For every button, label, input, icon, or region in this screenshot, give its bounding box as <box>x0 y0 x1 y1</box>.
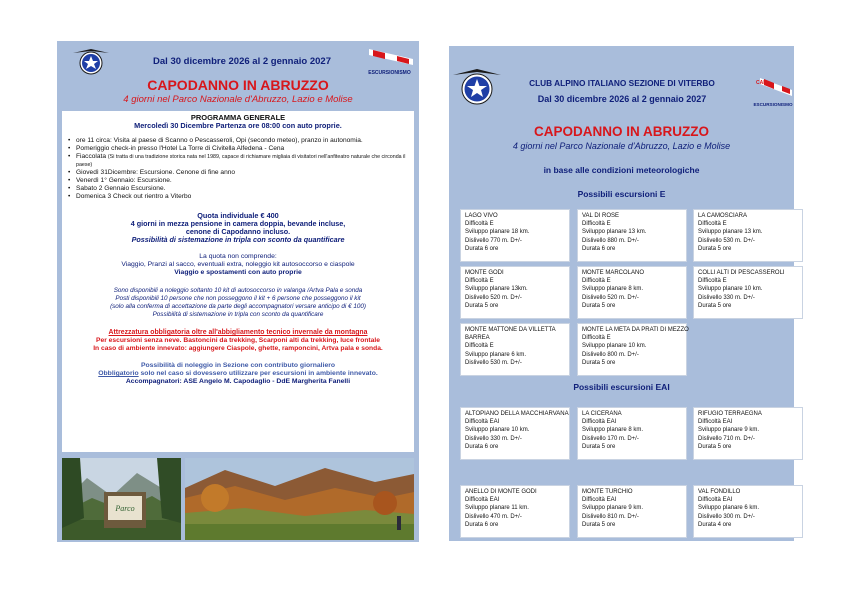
left-flyer-page <box>57 41 419 542</box>
svg-text:Parco: Parco <box>115 504 135 513</box>
not-included-bold: Viaggio e spostamenti con auto proprie <box>174 269 302 276</box>
rental-sezione: Possibilità di noleggio in Sezione con contributo giornaliero <box>140 362 336 369</box>
excursion-card: COLLI ALTI DI PESCASSEROLI Difficoltà E Sviluppo planare 10 km. Dislivello 330 m. D+/- Durata 5 ore <box>693 266 803 319</box>
excursion-card: ALTOPIANO DELLA MACCHIARVANA Difficoltà EAI Sviluppo planare 10 km. Dislivello 330 m. D+/- Durata 6 ore <box>460 407 570 460</box>
excursion-card: ANELLO DI MONTE GODI Difficoltà EAI Sviluppo planare 11 km. Dislivello 470 m. D+/- Durata 6 ore <box>460 485 570 538</box>
photo-park-sign <box>62 458 181 540</box>
list-item: • ore 11 circa: Visita al paese di Scanno o Pescasseroli, Opi (secondo meteo), pranzo in autonomia. <box>68 137 363 144</box>
excursion-card: VAL DI ROSE Difficoltà E Sviluppo planare 13 km. Dislivello 880 m. D+/- Durata 6 ore <box>577 209 687 262</box>
quota-detail: 4 giorni in mezza pensione in camera doppia, bevande incluse, <box>130 219 346 228</box>
cai-logo-icon <box>71 47 111 77</box>
equipment-heading: Attrezzatura obbligatoria oltre all'abbigliamento tecnico invernale da montagna <box>108 329 368 336</box>
program-first-day: Mercoledì 30 Dicembre Partenza ore 08:00 con auto proprie. <box>134 121 342 130</box>
photo-autumn-valley <box>185 458 414 540</box>
cai-logo-icon <box>452 66 502 108</box>
escursionismo-flag-icon <box>369 47 413 67</box>
page-title: CAPODANNO IN ABRUZZO <box>534 124 709 139</box>
right-flyer-page <box>449 46 794 541</box>
section-eai-heading: Possibili escursioni EAI <box>573 382 670 392</box>
excursion-card: LA CAMOSCIARA Difficoltà E Sviluppo planare 13 km. Dislivello 530 m. D+/- Durata 5 ore <box>693 209 803 262</box>
excursion-card: MONTE TURCHIO Difficoltà EAI Sviluppo planare 9 km. Dislivello 810 m. D+/- Durata 5 ore <box>577 485 687 538</box>
excursion-card: MONTE MARCOLANO Difficoltà E Sviluppo planare 8 km. Dislivello 520 m. D+/- Durata 5 ore <box>577 266 687 319</box>
date-line: Dal 30 dicembre 2026 al 2 gennaio 2027 <box>153 56 331 67</box>
rental-line: Possibilità di sistemazione in tripla con sconto da quantificare <box>152 311 324 318</box>
not-included-heading: La quota non comprende: <box>199 253 277 260</box>
program-box <box>62 111 414 452</box>
excursion-card: LA CICERANA Difficoltà EAI Sviluppo planare 8 km. Dislivello 170 m. D+/- Durata 5 ore <box>577 407 687 460</box>
obbligatorio-line: Obbligatorio solo nel caso si dovessero utilizzare per escursioni in ambiente innevato. <box>98 370 378 377</box>
page-subtitle: 4 giorni nel Parco Nazionale d'Abruzzo, Lazio e Molise <box>512 141 731 151</box>
page-subtitle: 4 giorni nel Parco Nazionale d'Abruzzo, Lazio e Molise <box>123 94 353 105</box>
excursion-card: VAL FONDILLO Difficoltà EAI Sviluppo planare 6 km. Dislivello 300 m. D+/- Durata 4 ore <box>693 485 803 538</box>
excursion-card: MONTE LA META DA PRATI DI MEZZO Difficoltà E Sviluppo planare 10 km. Dislivello 800 m. D+/- Durata 5 ore <box>577 323 687 376</box>
escursionismo-badge: ESCURSIONISMO <box>753 102 793 107</box>
rental-line: (solo alla conferma di accettazione da parte degli accompagnatori versare anticipo di € 100) <box>110 303 366 310</box>
program-list <box>68 137 408 201</box>
rental-line: Posti disponibili 10 persone che non posseggono il kit + 6 persone che posseggono il kit <box>115 295 361 302</box>
equipment-line: Per escursioni senza neve. Bastoncini da trekking, Scarponi alti da trekking, luce frontale <box>96 337 380 344</box>
quota-price: Quota individuale € 400 <box>197 211 279 220</box>
page-title: CAPODANNO IN ABRUZZO <box>147 77 329 93</box>
list-item: • Sabato 2 Gennaio Escursione. <box>68 185 166 192</box>
obbligatorio-label: Obbligatorio <box>98 370 139 377</box>
program-heading: PROGRAMMA GENERALE <box>190 113 286 122</box>
list-item: • Venerdì 1° Gennaio: Escursione. <box>68 177 172 184</box>
date-line: Dal 30 dicembre 2026 al 2 gennaio 2027 <box>537 94 707 104</box>
leaders-line: Accompagnatori: ASE Angelo M. Capodaglio - DdE Margherita Fanelli <box>125 378 351 385</box>
cai-text: CAI <box>756 80 765 86</box>
excursion-card: MONTE MATTONE DA VILLETTA BARREA Difficoltà E Sviluppo planare 6 km. Dislivello 530 m. D+/- <box>460 323 570 376</box>
quota-triple: Possibilità di sistemazione in tripla con sconto da quantificare <box>131 235 345 244</box>
list-item: • Fiaccolata (Si tratta di una tradizione storica nata nel 1989, capace di richiamare migliaia di visitatori nell'anfiteatro naturale che circonda il paese) <box>68 153 406 168</box>
rental-line: Sono disponibili a noleggio soltanto 10 kit di autosoccorso in valanga /Artva Pala e sonda <box>113 287 363 294</box>
excursion-card: RIFUGIO TERRAEGNA Difficoltà EAI Sviluppo planare 9 km. Dislivello 710 m. D+/- Durata 5 ore <box>693 407 803 460</box>
not-included-list: Viaggio, Pranzi al sacco, eventuali extra, noleggio kit autosoccorso e ciaspole <box>121 261 355 268</box>
quota-detail: cenone di Capodanno incluso. <box>185 227 291 236</box>
section-e-heading: Possibili escursioni E <box>577 189 666 199</box>
fiaccolata-note: (Si tratta di una tradizione storica nata nel 1989, capace di richiamare migliaia di visitatori nell'anfiteatro naturale che circonda il paese) <box>76 154 406 168</box>
list-item: • Domenica 3 Check out rientro a Viterbo <box>68 193 192 200</box>
club-name: CLUB ALPINO ITALIANO SEZIONE DI VITERBO <box>529 78 715 88</box>
escursionismo-badge: ESCURSIONISMO <box>368 70 411 76</box>
list-item: • Giovedì 31Dicembre: Escursione. Cenone di fine anno <box>68 169 236 176</box>
escursionismo-flag-icon <box>754 74 794 100</box>
excursion-card: MONTE GODI Difficoltà E Sviluppo planare 13km. Dislivello 520 m. D+/- Durata 5 ore <box>460 266 570 319</box>
equipment-line: In caso di ambiente innevato: aggiungere Ciaspole, ghette, ramponcini, Artva pala e sonda. <box>93 345 383 352</box>
excursion-card: LAGO VIVO Difficoltà E Sviluppo planare 18 km. Dislivello 770 m. D+/- Durata 6 ore <box>460 209 570 262</box>
conditions-line: in base alle condizioni meteorologiche <box>543 165 700 175</box>
list-item: • Pomeriggio check-in presso l'Hotel La Torre di Civitella Alfedena - Cena <box>68 145 285 152</box>
